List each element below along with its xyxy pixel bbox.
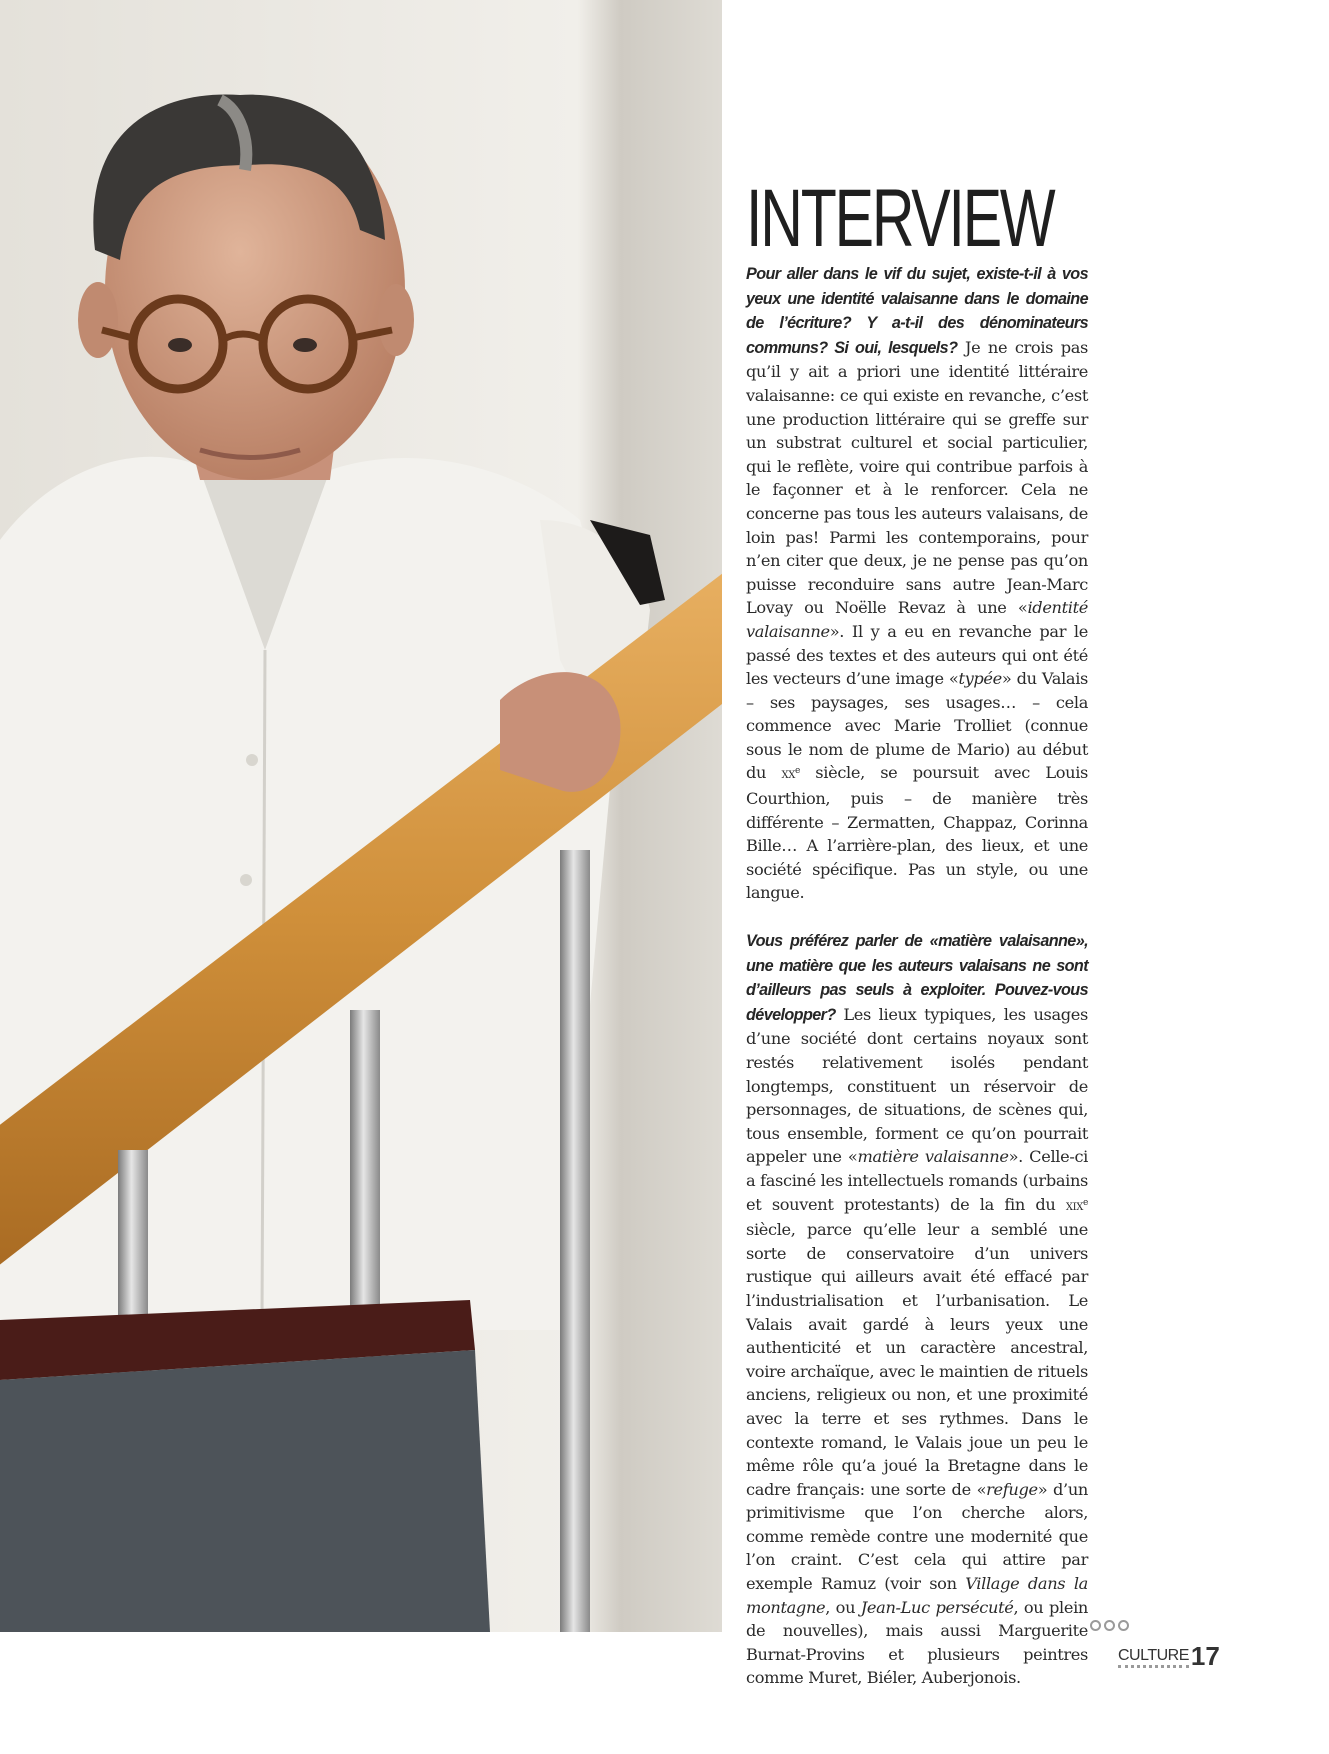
answer-2-emphasis-b: refuge	[986, 1479, 1038, 1499]
continued-dots-icon	[1090, 1620, 1129, 1631]
answer-2-part-f: , ou plein de nouvelles), mais aussi Marguerite Burnat-Provins et plusieurs peintres comme Muret, Biéler, Auberjonois.	[746, 1597, 1088, 1688]
answer-2-part-b: ». Celle-ci a fasciné les intellectuels romands (urbains et souvent protestants) de la fin du	[746, 1147, 1088, 1214]
section-kicker: INTERVIEW	[746, 173, 1054, 264]
answer-2-emphasis-c: Village dans la montagne	[746, 1574, 1088, 1617]
folio-section: CULTURE	[1118, 1648, 1189, 1668]
answer-2-part-a: Les lieux typiques, les usages d’une société dont certains noyaux sont restés relativement isolés pendant longtemps, constituent un réservoir de personnages, de situations, de scènes qui, tous ensemble, forment ce qu’on pourrait appeler une «	[746, 1004, 1088, 1167]
article-paragraph-1	[746, 262, 1088, 905]
answer-1-part-a: Je ne crois pas qu’il y ait a priori une identité littéraire valaisanne: ce qui existe en revanche, c’est une production littéraire qui se greffe sur un substrat culturel et social particulier, qui le reflète, voire qui contribue parfois à le façonner et à le renforcer. Cela ne concerne pas tous les auteurs valaisans, de loin pas! Parmi les contemporains, pour n’en citer que deux, je ne pense pas qu’on puisse reconduire sans autre Jean-Marc Lovay ou Noëlle Revaz à une «	[746, 337, 1088, 618]
answer-1-part-c: » du Valais – ses paysages, ses usages… – cela commence avec Marie Trolliet (connue sous le nom de plume de Mario) au début du	[746, 669, 1088, 783]
dot-icon	[1090, 1620, 1101, 1631]
dot-icon	[1104, 1620, 1115, 1631]
page-folio	[1118, 1641, 1220, 1671]
answer-2-part-e: , ou	[825, 1597, 861, 1617]
answer-2-part-d: » d’un primitivisme que l’on cherche alors, comme remède contre une modernité que l’on craint. C’est cela qui attire par exemple Ramuz (voir son	[746, 1479, 1088, 1594]
question-2: Vous préférez parler de «matière valaisanne», une matière que les auteurs valaisans ne sont d’ailleurs pas seuls à exploiter. Pouvez-vous développer?	[746, 932, 1088, 1024]
century-superscript-2: e	[1083, 1197, 1088, 1208]
article-paragraph-2	[746, 929, 1088, 1690]
answer-2-part-c: siècle, parce qu’elle leur a semblé une sorte de conservatoire d’un univers rustique qui ailleurs avait été effacé par l’industrialisation et l’urbanisation. Le Valais avait gardé à leurs yeux une authenticité et un caractère ancestral, voire archaïque, avec le maintien de rituels anciens, religieux ou non, et une proximité avec la terre et ses rythmes. Dans le contexte romand, le Valais joue un peu le même rôle qu’a joué la Bretagne dans le cadre français: une sorte de «	[746, 1220, 1088, 1499]
century-numeral-2: xix	[1065, 1197, 1084, 1214]
answer-1-emphasis-b: typée	[958, 669, 1002, 689]
answer-1-emphasis-a: identité valaisanne	[746, 598, 1088, 641]
dot-icon	[1118, 1620, 1129, 1631]
answer-1-part-b: ». Il y a eu en revanche par le passé des textes et des auteurs qui ont été les vecteurs d’une image «	[746, 621, 1088, 689]
question-1: Pour aller dans le vif du sujet, existe-t-il à vos yeux une identité valaisanne dans le domaine de l’écriture? Y a-t-il des dénominateurs communs? Si oui, lesquels?	[746, 265, 1088, 357]
page-number: 17	[1190, 1641, 1220, 1671]
century-numeral-1: xx	[781, 766, 795, 783]
answer-2-emphasis-d: Jean-Luc persécuté	[860, 1597, 1014, 1617]
century-superscript-1: e	[794, 766, 800, 777]
article-column	[746, 173, 1088, 1690]
answer-2-emphasis-a: matière valaisanne	[857, 1147, 1009, 1167]
answer-1-part-d: siècle, se poursuit avec Louis Courthion, puis – de manière très différente – Zermatten, Chappaz, Corinna Bille… A l’arrière-plan, des lieux, et une société spécifique. Pas un style, ou une langue.	[746, 763, 1088, 903]
